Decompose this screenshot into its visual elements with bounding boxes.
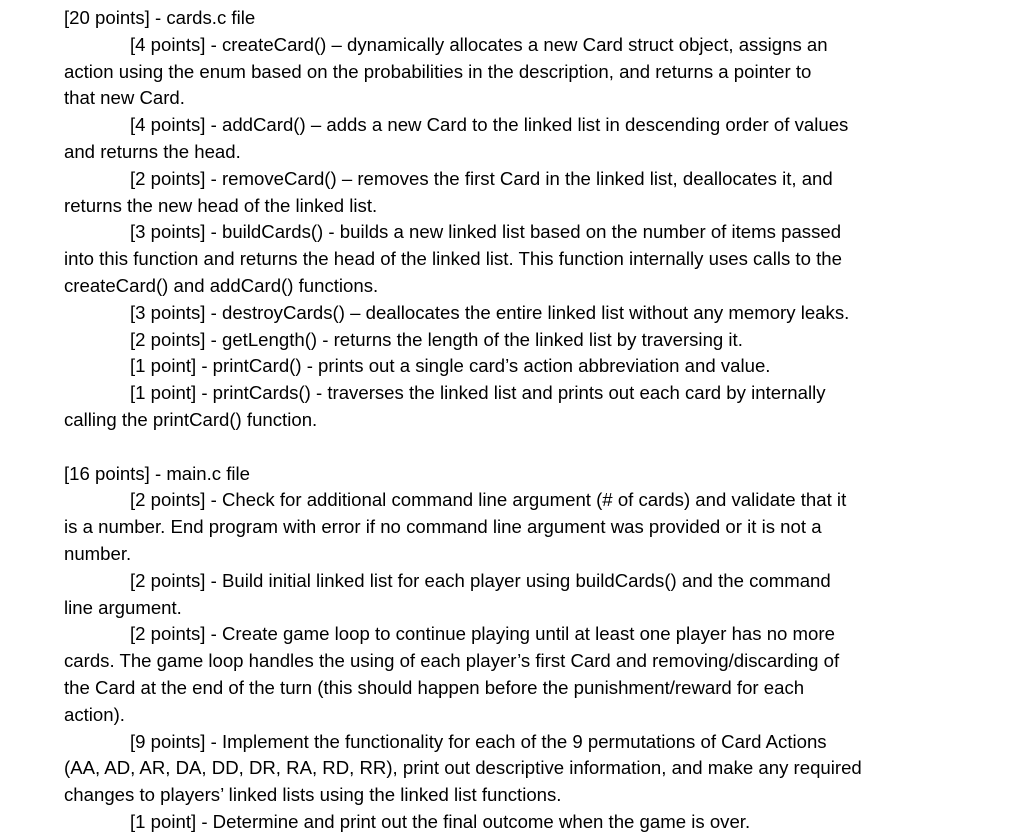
rubric-item-removeCard [64,166,944,220]
section-heading: [16 points] - main.c file [64,462,251,484]
section-heading: [20 points] - cards.c file [64,7,256,28]
text-line: the Card at the end of the turn (this should happen before the punishment/reward for each [64,676,805,698]
text-line: is a number. End program with error if no command line argument was provided or it is not a [64,516,822,538]
text-line: that new Card. [64,87,185,109]
text-line: [2 points] - Build initial linked list for each player using buildCards() and the command [130,569,831,591]
text-line: and returns the head. [64,140,241,162]
rubric-item-printCard [64,353,944,380]
text-line: [1 point] - printCard() - prints out a single card’s action abbreviation and value. [130,355,771,377]
rubric-item-command-line-arg [64,487,944,567]
section-spacer [64,434,944,461]
text-line: line argument. [64,596,182,618]
rubric-item-printCards [64,380,944,434]
rubric-item-game-loop [64,621,944,728]
text-line: into this function and returns the head of the linked list. This function internally uses calls to the [64,248,842,270]
text-line: [2 points] - removeCard() – removes the first Card in the linked list, deallocates it, and [130,167,833,189]
rubric-item-getLength [64,327,944,354]
text-line: createCard() and addCard() functions. [64,274,379,296]
text-line: [4 points] - addCard() – adds a new Card to the linked list in descending order of values [130,114,849,136]
rubric-item-build-initial-lists [64,568,944,622]
text-line: returns the new head of the linked list. [64,194,378,216]
text-line: number. [64,542,132,564]
rubric-item-createCard [64,32,944,112]
text-line: [9 points] - Implement the functionality for each of the 9 permutations of Card Actions [130,730,827,752]
text-line: (AA, AD, AR, DA, DD, DR, RA, RD, RR), print out descriptive information, and make any required [64,757,862,779]
text-line: calling the printCard() function. [64,408,318,430]
rubric-item-addCard [64,112,944,166]
rubric-item-destroyCards [64,300,944,327]
rubric-document [64,5,944,836]
rubric-item-buildCards [64,219,944,299]
rubric-item-final-outcome [64,809,944,836]
text-line: [2 points] - Create game loop to continue playing until at least one player has no more [130,623,835,645]
text-line: action). [64,703,125,725]
text-line: cards. The game loop handles the using of each player’s first Card and removing/discarding of [64,650,840,672]
text-line: [3 points] - buildCards() - builds a new linked list based on the number of items passed [130,221,842,243]
rubric-item-card-actions [64,729,944,809]
text-line: changes to players’ linked lists using the linked list functions. [64,784,562,806]
text-line: action using the enum based on the probabilities in the description, and returns a pointer to [64,60,812,82]
text-line: [1 point] - Determine and print out the final outcome when the game is over. [130,810,751,832]
section-main-c [64,461,944,836]
text-line: [4 points] - createCard() – dynamically allocates a new Card struct object, assigns an [130,33,828,55]
text-line: [1 point] - printCards() - traverses the linked list and prints out each card by internally [130,382,826,404]
section-cards-c [64,5,944,434]
text-line: [2 points] - Check for additional command line argument (# of cards) and validate that it [130,489,847,511]
text-line: [2 points] - getLength() - returns the length of the linked list by traversing it. [130,328,743,350]
text-line: [3 points] - destroyCards() – deallocates the entire linked list without any memory leaks. [130,301,850,323]
